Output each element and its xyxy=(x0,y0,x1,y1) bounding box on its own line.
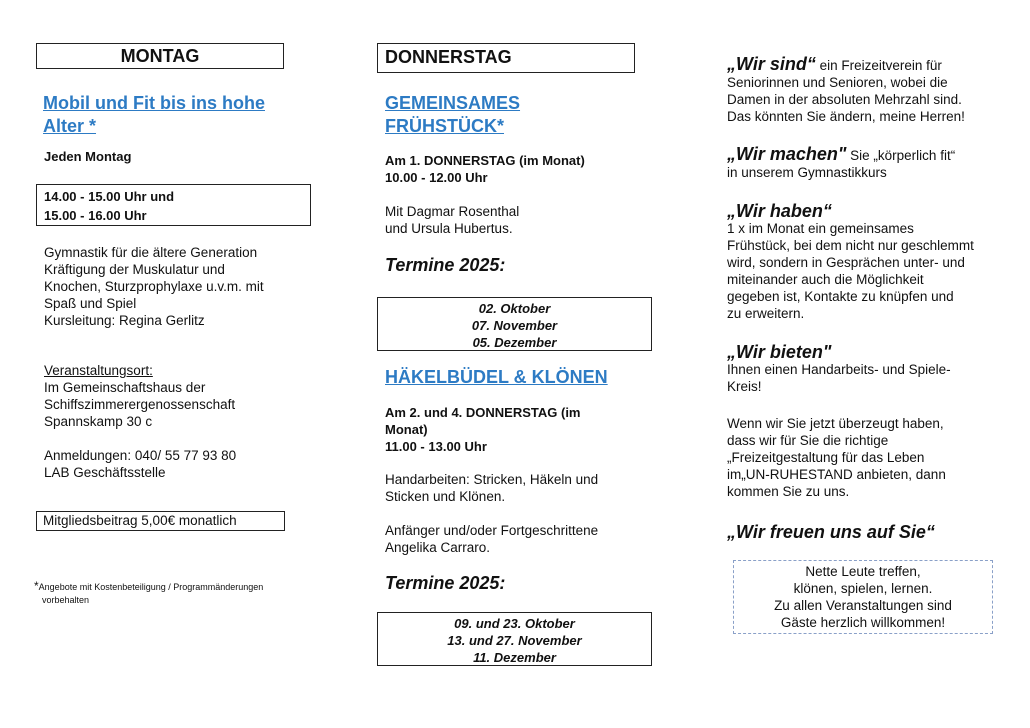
wir-sind-line: Damen in der absoluten Mehrzahl sind. xyxy=(727,92,962,107)
wir-haben-line: wird, sondern in Gesprächen unter- und xyxy=(727,255,965,270)
title-line: Mobil und Fit bis ins hohe xyxy=(43,93,265,113)
fruehstueck-title xyxy=(385,92,645,138)
wir-bieten-block xyxy=(727,344,1017,395)
description-line: Gymnastik für die ältere Generation xyxy=(44,245,258,260)
wir-sind-line: Seniorinnen und Senioren, wobei die xyxy=(727,75,948,90)
audience-line: Anfänger und/oder Fortgeschrittene xyxy=(385,523,599,538)
invite-line: klönen, spielen, lernen. xyxy=(793,581,933,596)
when-line: 11.00 - 13.00 Uhr xyxy=(385,439,487,454)
wir-haben-line: 1 x im Monat ein gemeinsames xyxy=(727,221,914,236)
montag-frequency: Jeden Montag xyxy=(44,149,132,164)
wir-haben-line: miteinander auch die Möglichkeit xyxy=(727,272,924,287)
invite-line: Gäste herzlich willkommen! xyxy=(780,615,946,630)
footnote-line: Angebote mit Kostenbeteiligung / Programmänderungen xyxy=(38,582,264,592)
registration-line: Anmeldungen: 040/ 55 77 93 80 xyxy=(44,448,237,463)
haekelbuedel-termine-label: Termine 2025: xyxy=(385,573,506,593)
venue-line: Spannskamp 30 c xyxy=(44,414,153,429)
montag-venue xyxy=(44,362,314,430)
wir-haben-heading: „Wir haben“ xyxy=(727,201,832,221)
haekelbuedel-audience xyxy=(385,522,655,556)
title-line: FRÜHSTÜCK* xyxy=(385,116,504,136)
wir-sind-line: Das könnten Sie ändern, meine Herren! xyxy=(727,109,965,124)
description-line: Knochen, Sturzprophylaxe u.v.m. mit xyxy=(44,279,264,294)
fruehstueck-termine-label: Termine 2025: xyxy=(385,255,506,275)
footnote-line: vorbehalten xyxy=(42,595,90,605)
date-line: 07. November xyxy=(471,318,558,333)
when-line: 10.00 - 12.00 Uhr xyxy=(385,170,488,185)
montag-registration xyxy=(44,447,314,481)
montag-header xyxy=(36,43,284,69)
montag-header-text: MONTAG xyxy=(120,46,200,66)
invite-line: Nette Leute treffen, xyxy=(805,564,921,579)
venue-line: Schiffszimmerergenossenschaft xyxy=(44,397,236,412)
when-line: Am 2. und 4. DONNERSTAG (im xyxy=(385,405,581,420)
invite-box xyxy=(733,560,993,634)
date-line: 13. und 27. November xyxy=(447,633,582,648)
activity-line: Sticken und Klönen. xyxy=(385,489,506,504)
time-line: 14.00 - 15.00 Uhr und xyxy=(44,189,175,204)
closing-line: Wenn wir Sie jetzt überzeugt haben, xyxy=(727,416,944,431)
haekelbuedel-title: HÄKELBÜDEL & KLÖNEN xyxy=(385,367,608,387)
date-line: 09. und 23. Oktober xyxy=(454,616,575,631)
date-line: 11. Dezember xyxy=(473,650,556,665)
wir-machen-block xyxy=(727,146,1017,181)
wir-machen-heading: „Wir machen" xyxy=(727,144,847,164)
registration-line: LAB Geschäftsstelle xyxy=(44,465,166,480)
wir-haben-line: zu erweitern. xyxy=(727,306,805,321)
montag-description xyxy=(44,244,314,329)
footnote xyxy=(34,580,304,607)
montag-times-box xyxy=(36,184,311,226)
wir-sind-heading: „Wir sind“ xyxy=(727,54,816,74)
title-line: Alter * xyxy=(43,116,97,136)
invite-line: Zu allen Veranstaltungen sind xyxy=(774,598,952,613)
wir-haben-line: gegeben ist, Kontakte zu knüpfen und xyxy=(727,289,954,304)
wir-bieten-line: Kreis! xyxy=(727,379,762,394)
wir-haben-block xyxy=(727,203,1017,322)
membership-fee-box xyxy=(36,511,285,531)
closing-line: „Freizeitgestaltung für das Leben xyxy=(727,450,925,465)
wir-machen-text: Sie „körperlich fit“ xyxy=(846,148,956,163)
closing-line: dass wir für Sie die richtige xyxy=(727,433,889,448)
haekelbuedel-dates-box xyxy=(377,612,652,666)
membership-fee: Mitgliedsbeitrag 5,00€ monatlich xyxy=(43,513,237,528)
date-line: 05. Dezember xyxy=(472,335,557,350)
wir-machen-line: in unserem Gymnastikkurs xyxy=(727,165,887,180)
freuen-heading: „Wir freuen uns auf Sie“ xyxy=(727,522,935,542)
wir-haben-line: Frühstück, bei dem nicht nur geschlemmt xyxy=(727,238,974,253)
wir-bieten-line: Ihnen einen Handarbeits- und Spiele- xyxy=(727,362,951,377)
montag-course-title xyxy=(43,92,303,138)
time-line: 15.00 - 16.00 Uhr xyxy=(44,208,147,223)
description-line: Kräftigung der Muskulatur und xyxy=(44,262,225,277)
date-line: 02. Oktober xyxy=(478,301,551,316)
donnerstag-header xyxy=(377,43,635,73)
host-line: und Ursula Hubertus. xyxy=(385,221,513,236)
host-line: Mit Dagmar Rosenthal xyxy=(385,204,520,219)
when-line: Monat) xyxy=(385,422,428,437)
venue-line: Im Gemeinschaftshaus der xyxy=(44,380,206,395)
footnote-mark: * xyxy=(34,579,39,593)
wir-bieten-heading: „Wir bieten" xyxy=(727,342,832,362)
wir-sind-text: ein Freizeitverein für xyxy=(815,58,942,73)
closing-line: im„UN-RUHESTAND anbieten, dann xyxy=(727,467,946,482)
title-line: GEMEINSAMES xyxy=(385,93,521,113)
activity-line: Handarbeiten: Stricken, Häkeln und xyxy=(385,472,599,487)
audience-line: Angelika Carraro. xyxy=(385,540,491,555)
fruehstueck-when xyxy=(385,152,655,186)
fruehstueck-hosts xyxy=(385,203,655,237)
donnerstag-header-text: DONNERSTAG xyxy=(385,47,512,67)
description-line: Spaß und Spiel xyxy=(44,296,137,311)
haekelbuedel-activities xyxy=(385,471,655,505)
wir-sind-block xyxy=(727,56,1017,125)
haekelbuedel-when xyxy=(385,404,655,455)
venue-label: Veranstaltungsort: xyxy=(44,363,153,378)
description-line: Kursleitung: Regina Gerlitz xyxy=(44,313,205,328)
fruehstueck-dates-box xyxy=(377,297,652,351)
when-line: Am 1. DONNERSTAG (im Monat) xyxy=(385,153,585,168)
closing-line: kommen Sie zu uns. xyxy=(727,484,850,499)
closing-paragraph xyxy=(727,415,1017,500)
